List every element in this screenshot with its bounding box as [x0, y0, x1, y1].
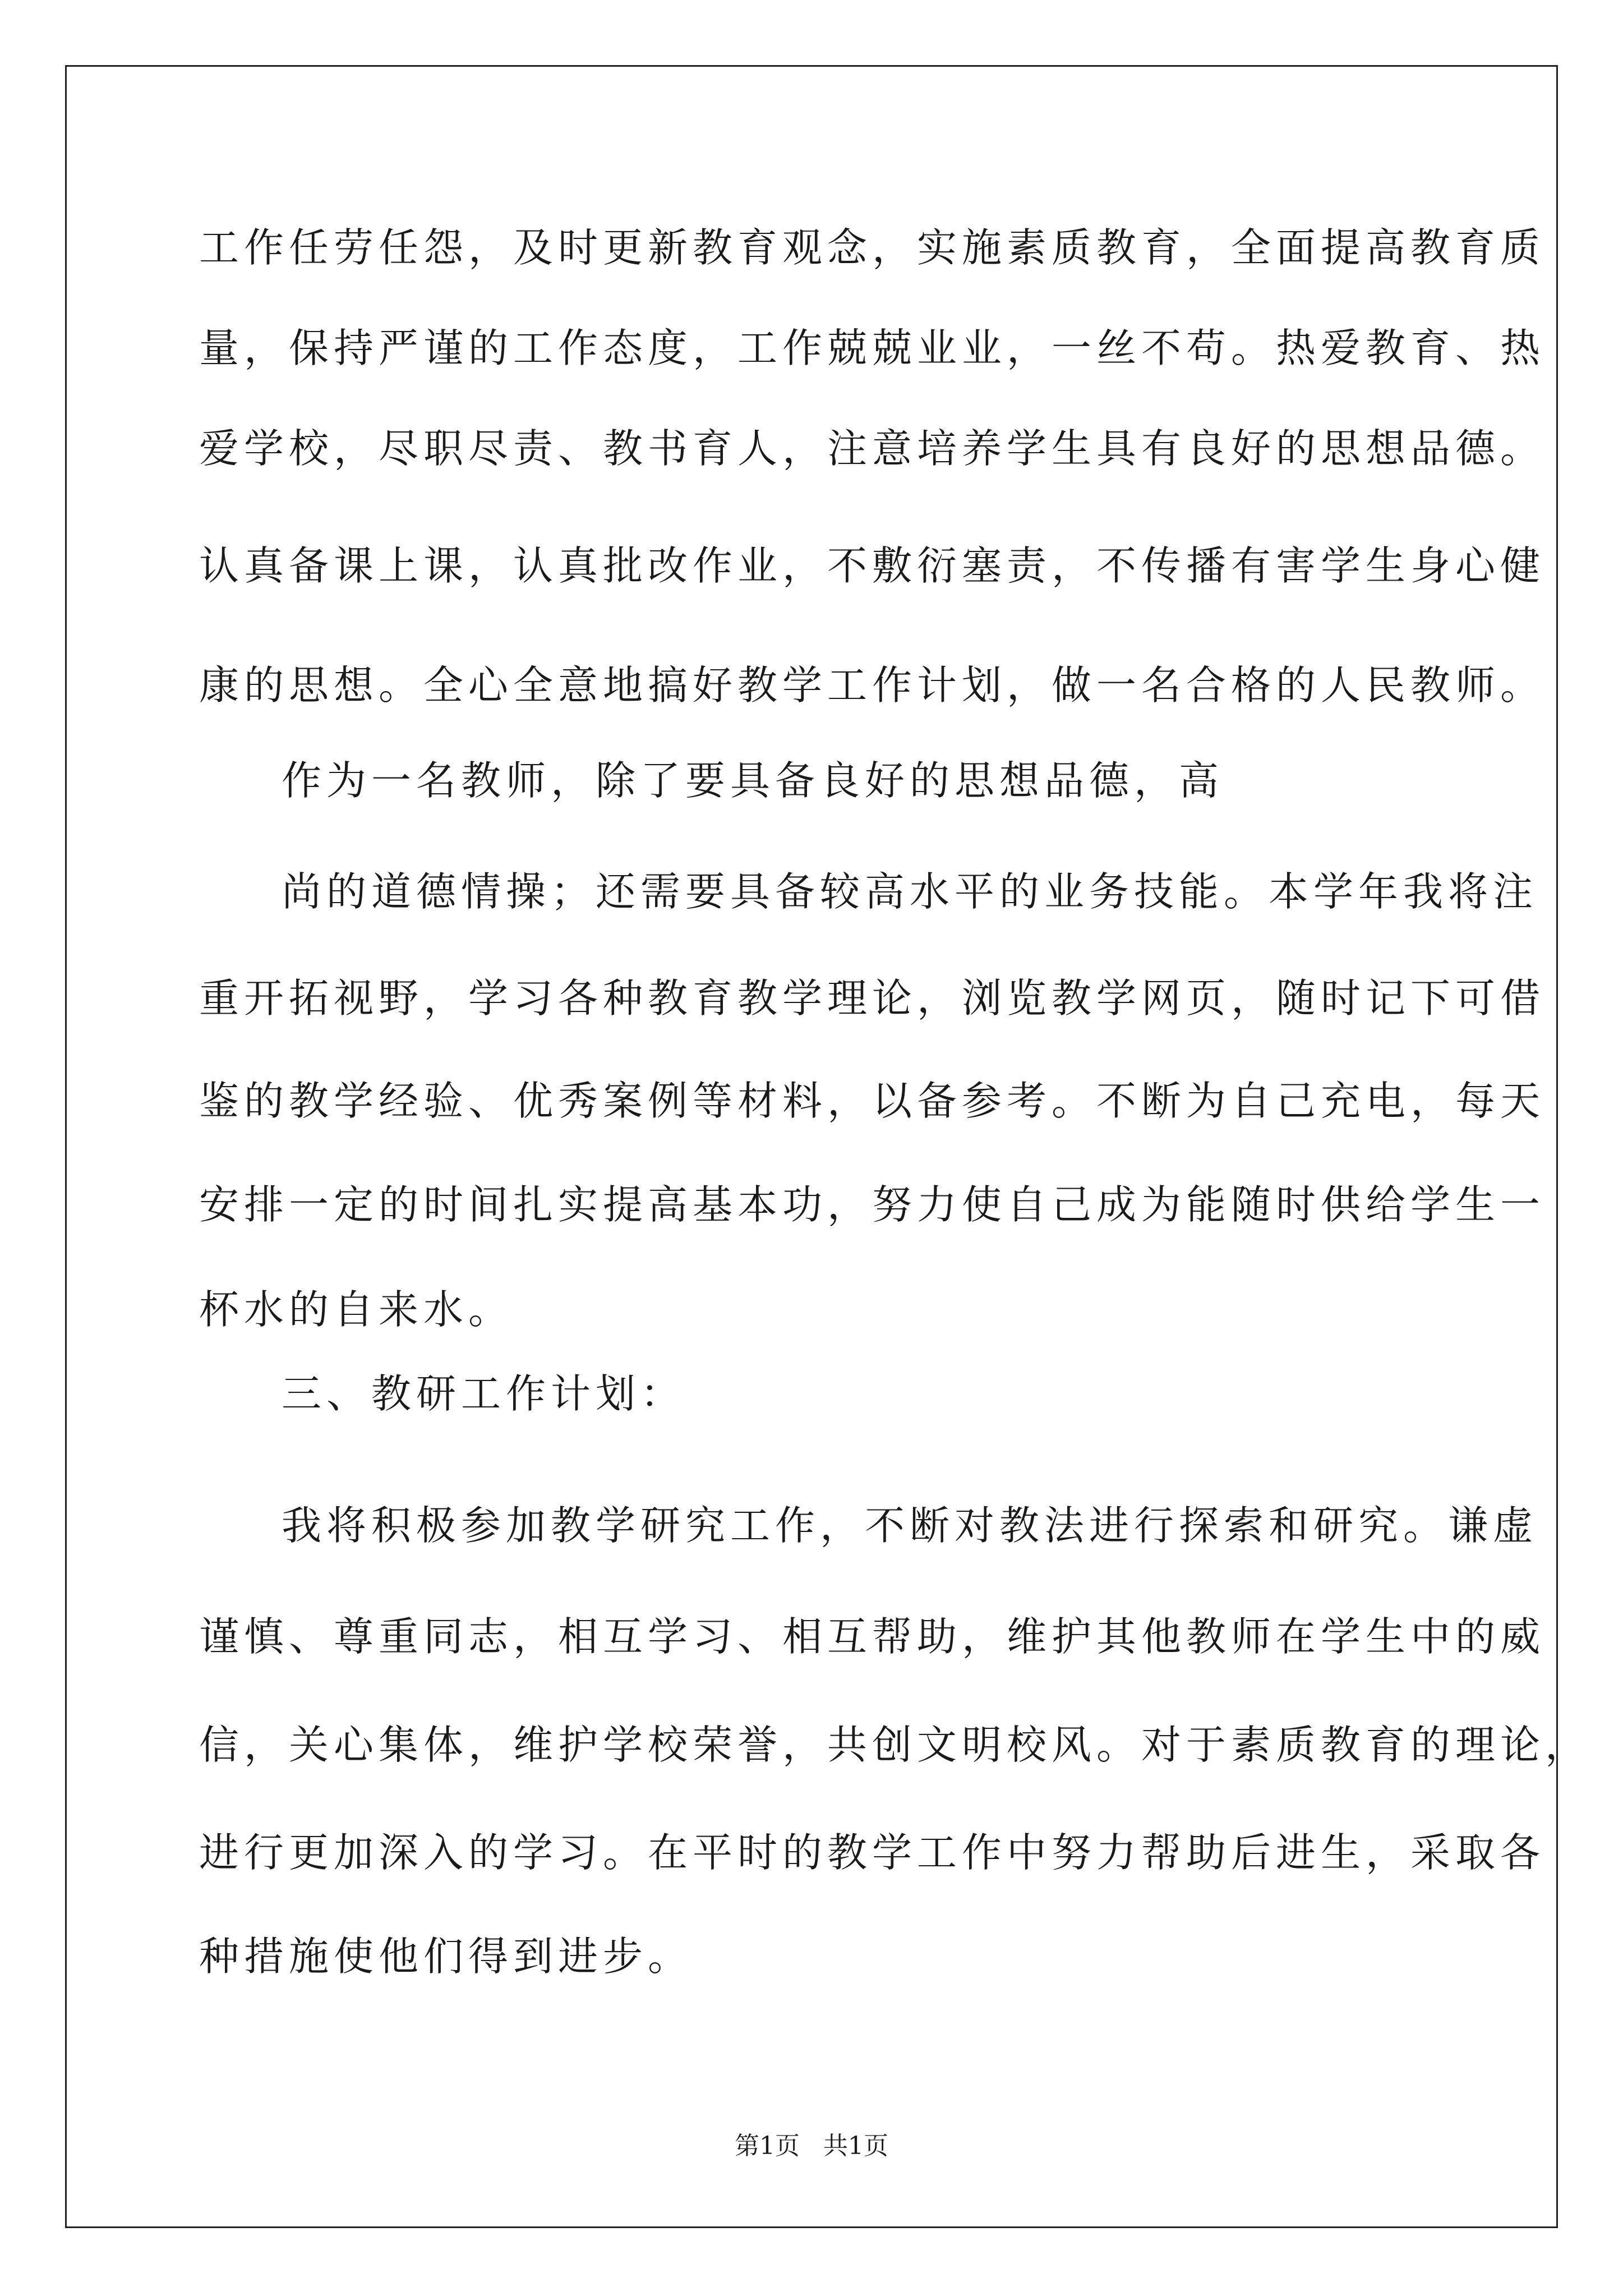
text-line: 杯水的自来水。	[199, 1286, 514, 1333]
text-line: 认真备课上课，认真批改作业，不敷衍塞责，不传播有害学生身心健	[199, 542, 1546, 589]
text-line: 谨慎、尊重同志，相互学习、相互帮助，维护其他教师在学生中的威	[199, 1613, 1546, 1660]
text-line: 爱学校，尽职尽责、教书育人，注意培养学生具有良好的思想品德。	[199, 425, 1546, 472]
text-line: 信，关心集体，维护学校荣誉，共创文明校风。对于素质教育的理论，	[199, 1722, 1590, 1768]
text-line: 康的思想。全心全意地搞好教学工作计划，做一名合格的人民教师。	[199, 662, 1546, 708]
text-line: 我将积极参加教学研究工作，不断对教法进行探索和研究。谦虚	[282, 1502, 1538, 1549]
text-line: 工作任劳任怨，及时更新教育观念，实施素质教育，全面提高教育质	[199, 224, 1546, 271]
section-heading: 三、教研工作计划：	[282, 1370, 686, 1417]
text-line: 进行更加深入的学习。在平时的教学工作中努力帮助后进生，采取各	[199, 1829, 1546, 1876]
text-line: 作为一名教师，除了要具备良好的思想品德，高	[282, 757, 1224, 804]
text-line: 安排一定的时间扎实提高基本功，努力使自己成为能随时供给学生一	[199, 1181, 1546, 1228]
page-number-footer: 第1页 共1页	[735, 2132, 888, 2160]
text-line: 尚的道德情操；还需要具备较高水平的业务技能。本学年我将注	[282, 868, 1538, 915]
text-line: 种措施使他们得到进步。	[199, 1933, 693, 1980]
text-line: 量，保持严谨的工作态度，工作兢兢业业，一丝不苟。热爱教育、热	[199, 325, 1546, 371]
text-line: 重开拓视野，学习各种教育教学理论，浏览教学网页，随时记下可借	[199, 975, 1546, 1022]
text-line: 鉴的教学经验、优秀案例等材料，以备参考。不断为自己充电，每天	[199, 1078, 1546, 1124]
page-border	[65, 65, 1558, 2228]
